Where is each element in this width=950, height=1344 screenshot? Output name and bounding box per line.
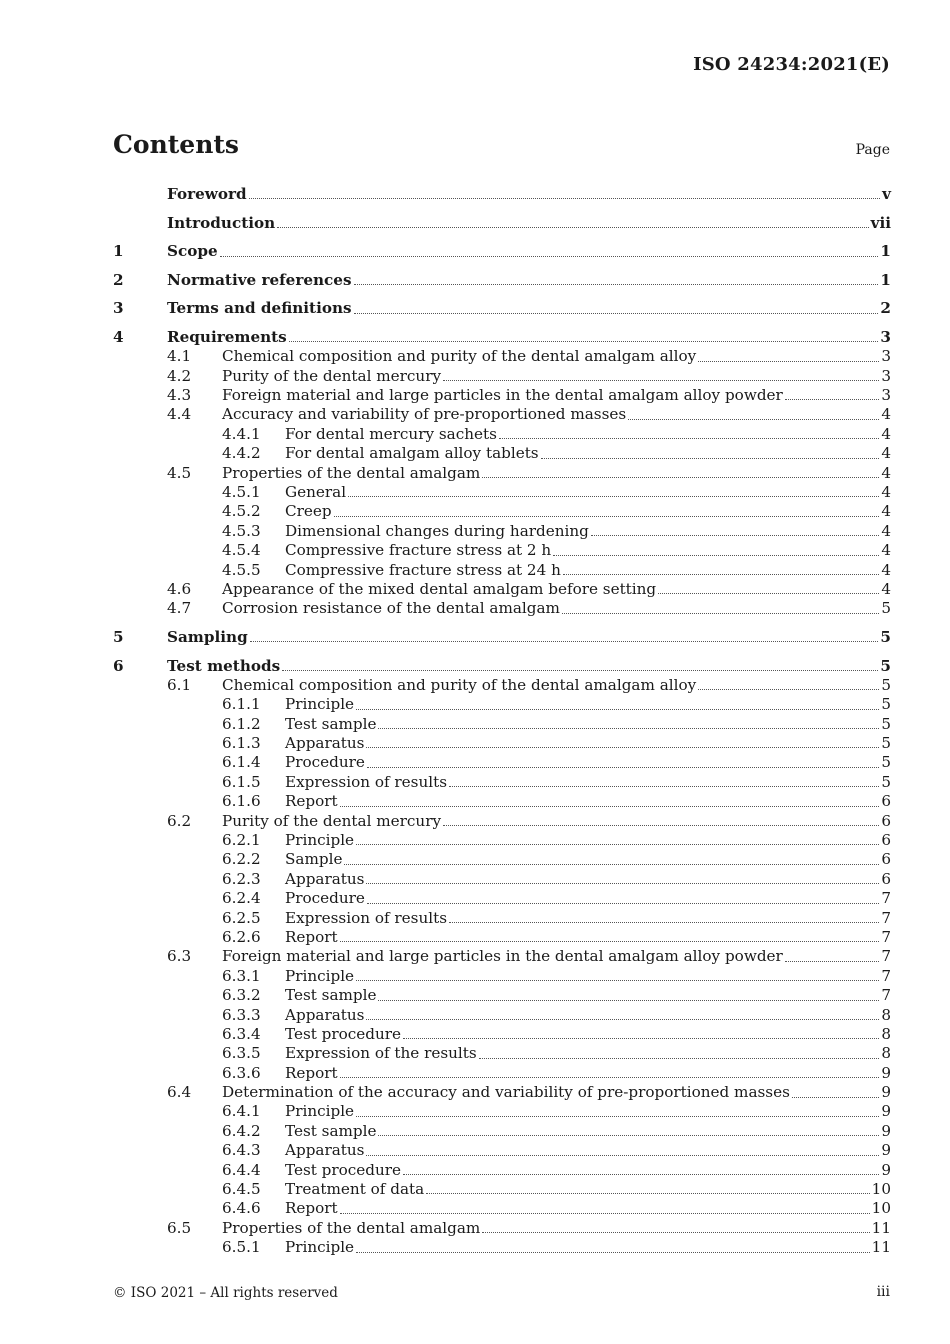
toc-entry-number: 6.3.6: [222, 1063, 261, 1082]
toc-dot-leader: [378, 1134, 879, 1136]
toc-entry-page: 4: [881, 502, 891, 521]
toc-entry-title: Apparatus: [285, 869, 365, 888]
toc-entry-number: 4.5.5: [222, 560, 261, 579]
toc-dot-leader: [340, 940, 880, 942]
toc-entry-number: 6.3.4: [222, 1024, 261, 1043]
contents-heading: Contents: [113, 130, 240, 159]
toc-entry-title: Sample: [285, 850, 343, 869]
toc-entry-title: Procedure: [285, 753, 365, 772]
toc-entry-title: Test procedure: [285, 1024, 402, 1043]
toc-entry-page: vii: [870, 213, 891, 232]
toc-entry-number: 4: [113, 327, 124, 346]
toc-dot-leader: [282, 669, 878, 671]
toc-entry[interactable]: [113, 299, 891, 318]
toc-entry[interactable]: [113, 870, 891, 889]
toc-entry-title: Test sample: [285, 1121, 377, 1140]
toc-dot-leader: [378, 999, 879, 1001]
toc-entry[interactable]: [113, 541, 891, 560]
toc-dot-leader: [449, 785, 879, 787]
toc-entry-title: Test sample: [285, 986, 377, 1005]
toc-entry-page: 8: [881, 1005, 891, 1024]
toc-dot-leader: [356, 708, 879, 710]
toc-dot-leader: [553, 554, 879, 556]
toc-dot-leader: [785, 398, 880, 400]
toc-entry-page: 5: [881, 675, 891, 694]
toc-entry-page: 7: [881, 889, 891, 908]
toc-entry-title: Principle: [285, 966, 355, 985]
toc-entry-number: 6.2.4: [222, 889, 261, 908]
toc-entry-number: 6.2.3: [222, 869, 261, 888]
toc-entry-page: 5: [881, 734, 891, 753]
toc-entry[interactable]: [113, 522, 891, 541]
toc-entry-page: 9: [881, 1160, 891, 1179]
table-of-contents: [113, 185, 891, 1258]
copyright-notice: © ISO 2021 – All rights reserved: [113, 1285, 338, 1301]
toc-entry[interactable]: [113, 242, 891, 261]
toc-entry-title: Expression of results: [285, 908, 447, 927]
toc-entry[interactable]: [113, 599, 891, 618]
toc-dot-leader: [348, 495, 879, 497]
toc-entry[interactable]: [113, 1122, 891, 1141]
toc-entry[interactable]: [113, 628, 891, 647]
toc-dot-leader: [249, 197, 881, 199]
toc-dot-leader: [289, 340, 879, 342]
toc-entry-page: 6: [881, 792, 891, 811]
toc-dot-leader: [367, 902, 879, 904]
toc-entry-page: v: [882, 184, 891, 203]
toc-entry-title: Creep: [285, 502, 332, 521]
toc-entry-title: Normative references: [167, 270, 352, 289]
toc-entry-title: Expression of the results: [285, 1044, 477, 1063]
toc-entry-title: Introduction: [167, 213, 276, 232]
toc-entry-number: 6.2: [167, 811, 192, 830]
toc-entry-page: 5: [881, 753, 891, 772]
toc-entry-number: 4.2: [167, 366, 192, 385]
toc-dot-leader: [499, 437, 879, 439]
toc-entry-number: 6: [113, 656, 124, 675]
toc-entry-page: 4: [881, 444, 891, 463]
toc-entry-number: 4.4.2: [222, 444, 261, 463]
toc-entry-page: 11: [871, 1238, 891, 1257]
toc-entry-number: 6.1: [167, 675, 192, 694]
toc-entry-title: Properties of the dental amalgam: [222, 463, 481, 482]
document-id: ISO 24234:2021(E): [693, 54, 890, 75]
toc-dot-leader: [354, 312, 879, 314]
toc-dot-leader: [698, 360, 879, 362]
toc-entry[interactable]: [113, 986, 891, 1005]
toc-entry-page: 1: [880, 270, 891, 289]
toc-entry-number: 6.5: [167, 1218, 192, 1237]
toc-entry-number: 6.1.1: [222, 695, 261, 714]
toc-entry-page: 4: [881, 405, 891, 424]
toc-entry[interactable]: [113, 1083, 891, 1102]
toc-entry-title: Determination of the accuracy and variability of pre-proportioned masses: [222, 1083, 790, 1102]
toc-entry-page: 7: [881, 908, 891, 927]
toc-dot-leader: [367, 766, 879, 768]
toc-entry[interactable]: [113, 753, 891, 772]
toc-dot-leader: [658, 592, 879, 594]
toc-dot-leader: [366, 882, 879, 884]
toc-entry-number: 6.1.6: [222, 792, 261, 811]
toc-dot-leader: [449, 921, 879, 923]
toc-entry[interactable]: [113, 967, 891, 986]
toc-entry-title: For dental amalgam alloy tablets: [285, 444, 539, 463]
toc-entry-page: 3: [880, 327, 891, 346]
toc-entry-page: 4: [881, 579, 891, 598]
toc-entry-page: 8: [881, 1024, 891, 1043]
toc-entry-page: 7: [881, 986, 891, 1005]
toc-entry-number: 6.2.2: [222, 850, 261, 869]
toc-entry-number: 6.3.2: [222, 986, 261, 1005]
toc-entry[interactable]: [113, 347, 891, 366]
toc-entry-title: Dimensional changes during hardening: [285, 521, 589, 540]
toc-entry-title: Corrosion resistance of the dental amalgam: [222, 599, 560, 618]
toc-dot-leader: [785, 960, 880, 962]
toc-entry-title: Requirements: [167, 327, 287, 346]
toc-entry-title: Treatment of data: [285, 1180, 425, 1199]
toc-entry-number: 6.3.3: [222, 1005, 261, 1024]
toc-entry-page: 2: [880, 299, 891, 318]
toc-entry[interactable]: [113, 1064, 891, 1083]
toc-entry-number: 6.4.4: [222, 1160, 261, 1179]
toc-entry-page: 9: [881, 1063, 891, 1082]
page-column-label: Page: [855, 142, 890, 158]
toc-entry-page: 5: [880, 656, 891, 675]
toc-entry-number: 6.2.5: [222, 908, 261, 927]
toc-entry-title: Purity of the dental mercury: [222, 811, 442, 830]
toc-entry[interactable]: [113, 773, 891, 792]
toc-entry-title: Chemical composition and purity of the dental amalgam alloy: [222, 675, 697, 694]
toc-dot-leader: [220, 255, 879, 257]
toc-entry-page: 4: [881, 560, 891, 579]
toc-entry-page: 3: [881, 347, 891, 366]
toc-entry-title: Procedure: [285, 889, 365, 908]
toc-entry-title: Report: [285, 792, 338, 811]
toc-entry-page: 6: [881, 869, 891, 888]
toc-entry-number: 2: [113, 270, 124, 289]
toc-entry-number: 4.7: [167, 599, 192, 618]
toc-entry-page: 5: [881, 772, 891, 791]
toc-dot-leader: [250, 640, 879, 642]
toc-entry-title: For dental mercury sachets: [285, 424, 497, 443]
toc-entry-page: 6: [881, 831, 891, 850]
toc-entry[interactable]: [113, 1103, 891, 1122]
toc-entry[interactable]: [113, 657, 891, 676]
toc-dot-leader: [334, 515, 880, 517]
toc-entry-page: 3: [881, 386, 891, 405]
toc-entry-number: 6.2.6: [222, 927, 261, 946]
toc-dot-leader: [366, 1018, 879, 1020]
toc-entry-page: 8: [881, 1044, 891, 1063]
toc-entry[interactable]: [113, 367, 891, 386]
toc-entry-title: Test procedure: [285, 1160, 402, 1179]
toc-entry[interactable]: [113, 185, 891, 204]
toc-entry-page: 10: [871, 1199, 891, 1218]
toc-entry[interactable]: [113, 214, 891, 233]
toc-entry-page: 3: [881, 366, 891, 385]
toc-entry-page: 5: [881, 695, 891, 714]
toc-entry[interactable]: [113, 1219, 891, 1238]
toc-entry-number: 6.1.3: [222, 734, 261, 753]
toc-entry-number: 4.3: [167, 386, 192, 405]
toc-entry-page: 9: [881, 1121, 891, 1140]
toc-entry-page: 9: [881, 1083, 891, 1102]
toc-dot-leader: [426, 1192, 870, 1194]
toc-entry-title: General: [285, 483, 347, 501]
toc-dot-leader: [356, 1115, 879, 1117]
toc-entry-number: 4.6: [167, 579, 192, 598]
toc-entry-title: Accuracy and variability of pre-proportioned masses: [222, 405, 627, 424]
toc-entry[interactable]: [113, 734, 891, 753]
toc-entry-title: Apparatus: [285, 1141, 365, 1160]
toc-entry[interactable]: [113, 1238, 891, 1257]
toc-dot-leader: [403, 1037, 879, 1039]
toc-entry-title: Principle: [285, 695, 355, 714]
toc-entry-page: 10: [871, 1180, 891, 1199]
toc-entry-title: Principle: [285, 1238, 355, 1257]
toc-entry-number: 6.2.1: [222, 831, 261, 850]
toc-dot-leader: [541, 457, 880, 459]
toc-entry[interactable]: [113, 425, 891, 444]
toc-dot-leader: [366, 1154, 879, 1156]
toc-entry[interactable]: [113, 1044, 891, 1063]
toc-entry-number: 6.1.5: [222, 772, 261, 791]
toc-entry-page: 4: [881, 463, 891, 482]
toc-entry-title: Expression of results: [285, 772, 447, 791]
toc-entry[interactable]: [113, 328, 891, 347]
toc-entry[interactable]: [113, 928, 891, 947]
toc-entry-number: 1: [113, 242, 124, 261]
toc-entry[interactable]: [113, 947, 891, 966]
toc-entry-number: 6.4.1: [222, 1102, 261, 1121]
toc-dot-leader: [479, 1057, 880, 1059]
toc-entry[interactable]: [113, 889, 891, 908]
toc-entry-title: Properties of the dental amalgam: [222, 1218, 481, 1237]
toc-entry-number: 4.4: [167, 405, 192, 424]
toc-entry-title: Compressive fracture stress at 2 h: [285, 541, 552, 560]
toc-entry[interactable]: [113, 444, 891, 463]
toc-entry[interactable]: [113, 676, 891, 695]
toc-entry-title: Apparatus: [285, 734, 365, 753]
toc-entry-title: Principle: [285, 831, 355, 850]
toc-dot-leader: [562, 612, 879, 614]
toc-dot-leader: [698, 688, 879, 690]
toc-entry-title: Scope: [167, 242, 218, 261]
toc-entry[interactable]: [113, 850, 891, 869]
toc-dot-leader: [403, 1173, 879, 1175]
toc-entry-number: 6.3.5: [222, 1044, 261, 1063]
toc-entry-page: 9: [881, 1141, 891, 1160]
toc-entry[interactable]: [113, 502, 891, 521]
toc-entry[interactable]: [113, 1025, 891, 1044]
toc-entry-title: Foreword: [167, 184, 247, 203]
toc-entry[interactable]: [113, 1006, 891, 1025]
toc-dot-leader: [792, 1096, 879, 1098]
toc-entry-title: Test sample: [285, 714, 377, 733]
toc-entry[interactable]: [113, 695, 891, 714]
toc-entry[interactable]: [113, 792, 891, 811]
toc-entry[interactable]: [113, 812, 891, 831]
toc-dot-leader: [340, 805, 880, 807]
toc-entry[interactable]: [113, 1199, 891, 1218]
toc-entry-number: 4.5.2: [222, 502, 261, 521]
toc-entry-number: 6.3: [167, 947, 192, 966]
toc-entry[interactable]: [113, 464, 891, 483]
toc-dot-leader: [340, 1212, 870, 1214]
toc-entry-page: 7: [881, 966, 891, 985]
toc-dot-leader: [591, 534, 879, 536]
toc-entry-number: 6.4.2: [222, 1121, 261, 1140]
toc-entry[interactable]: [113, 1141, 891, 1160]
toc-dot-leader: [277, 226, 868, 228]
toc-entry[interactable]: [113, 831, 891, 850]
toc-dot-leader: [356, 843, 879, 845]
toc-entry[interactable]: [113, 483, 891, 502]
toc-dot-leader: [563, 573, 879, 575]
toc-entry[interactable]: [113, 561, 891, 580]
toc-entry-title: Test methods: [167, 656, 281, 675]
toc-dot-leader: [354, 283, 879, 285]
toc-dot-leader: [443, 379, 879, 381]
toc-entry-title: Foreign material and large particles in the dental amalgam alloy powder: [222, 386, 783, 405]
toc-entry-page: 1: [880, 242, 891, 261]
toc-entry-page: 7: [881, 927, 891, 946]
toc-entry[interactable]: [113, 909, 891, 928]
page-number: iii: [876, 1284, 890, 1300]
toc-dot-leader: [366, 746, 879, 748]
toc-entry[interactable]: [113, 405, 891, 424]
toc-dot-leader: [344, 863, 879, 865]
toc-entry-number: 3: [113, 299, 124, 318]
toc-entry-title: Report: [285, 1199, 338, 1218]
toc-entry-page: 4: [881, 483, 891, 501]
toc-dot-leader: [378, 727, 879, 729]
toc-entry-page: 6: [881, 850, 891, 869]
toc-entry-number: 4.5.3: [222, 521, 261, 540]
toc-entry-page: 5: [880, 627, 891, 646]
toc-entry-number: 6.4.3: [222, 1141, 261, 1160]
toc-entry-title: Report: [285, 1063, 338, 1082]
toc-entry-page: 7: [881, 947, 891, 966]
toc-entry-number: 4.5.4: [222, 541, 261, 560]
toc-entry-number: 6.1.2: [222, 714, 261, 733]
toc-dot-leader: [482, 1231, 869, 1233]
toc-entry[interactable]: [113, 580, 891, 599]
toc-entry-number: 4.4.1: [222, 424, 261, 443]
toc-entry-page: 4: [881, 424, 891, 443]
toc-entry-number: 4.1: [167, 347, 192, 366]
toc-entry-number: 4.5: [167, 463, 192, 482]
toc-entry[interactable]: [113, 715, 891, 734]
toc-entry-number: 6.5.1: [222, 1238, 261, 1257]
toc-entry-page: 4: [881, 521, 891, 540]
toc-entry-title: Sampling: [167, 627, 248, 646]
toc-entry-number: 6.4: [167, 1083, 192, 1102]
toc-entry-title: Principle: [285, 1102, 355, 1121]
toc-entry-title: Terms and definitions: [167, 299, 352, 318]
toc-entry-title: Report: [285, 927, 338, 946]
toc-entry-title: Appearance of the mixed dental amalgam before setting: [222, 579, 657, 598]
toc-entry-number: 6.4.6: [222, 1199, 261, 1218]
toc-entry-page: 5: [881, 599, 891, 618]
toc-dot-leader: [628, 418, 879, 420]
toc-entry-title: Compressive fracture stress at 24 h: [285, 560, 561, 579]
toc-dot-leader: [340, 1076, 880, 1078]
toc-entry-number: 5: [113, 627, 124, 646]
toc-entry[interactable]: [113, 1161, 891, 1180]
toc-dot-leader: [482, 476, 879, 478]
toc-entry[interactable]: [113, 1180, 891, 1199]
toc-entry[interactable]: [113, 386, 891, 405]
toc-dot-leader: [443, 824, 879, 826]
toc-entry-title: Apparatus: [285, 1005, 365, 1024]
toc-entry-page: 5: [881, 714, 891, 733]
toc-entry-number: 6.3.1: [222, 966, 261, 985]
toc-entry-title: Chemical composition and purity of the dental amalgam alloy: [222, 347, 697, 366]
toc-entry-number: 4.5.1: [222, 483, 261, 501]
toc-entry-page: 6: [881, 811, 891, 830]
toc-entry-number: 6.1.4: [222, 753, 261, 772]
toc-entry-number: 6.4.5: [222, 1180, 261, 1199]
toc-entry[interactable]: [113, 271, 891, 290]
toc-entry-page: 9: [881, 1102, 891, 1121]
toc-entry-page: 4: [881, 541, 891, 560]
toc-entry-page: 11: [871, 1218, 891, 1237]
toc-entry-title: Foreign material and large particles in the dental amalgam alloy powder: [222, 947, 783, 966]
toc-entry-title: Purity of the dental mercury: [222, 366, 442, 385]
toc-dot-leader: [356, 1251, 870, 1253]
toc-dot-leader: [356, 979, 879, 981]
